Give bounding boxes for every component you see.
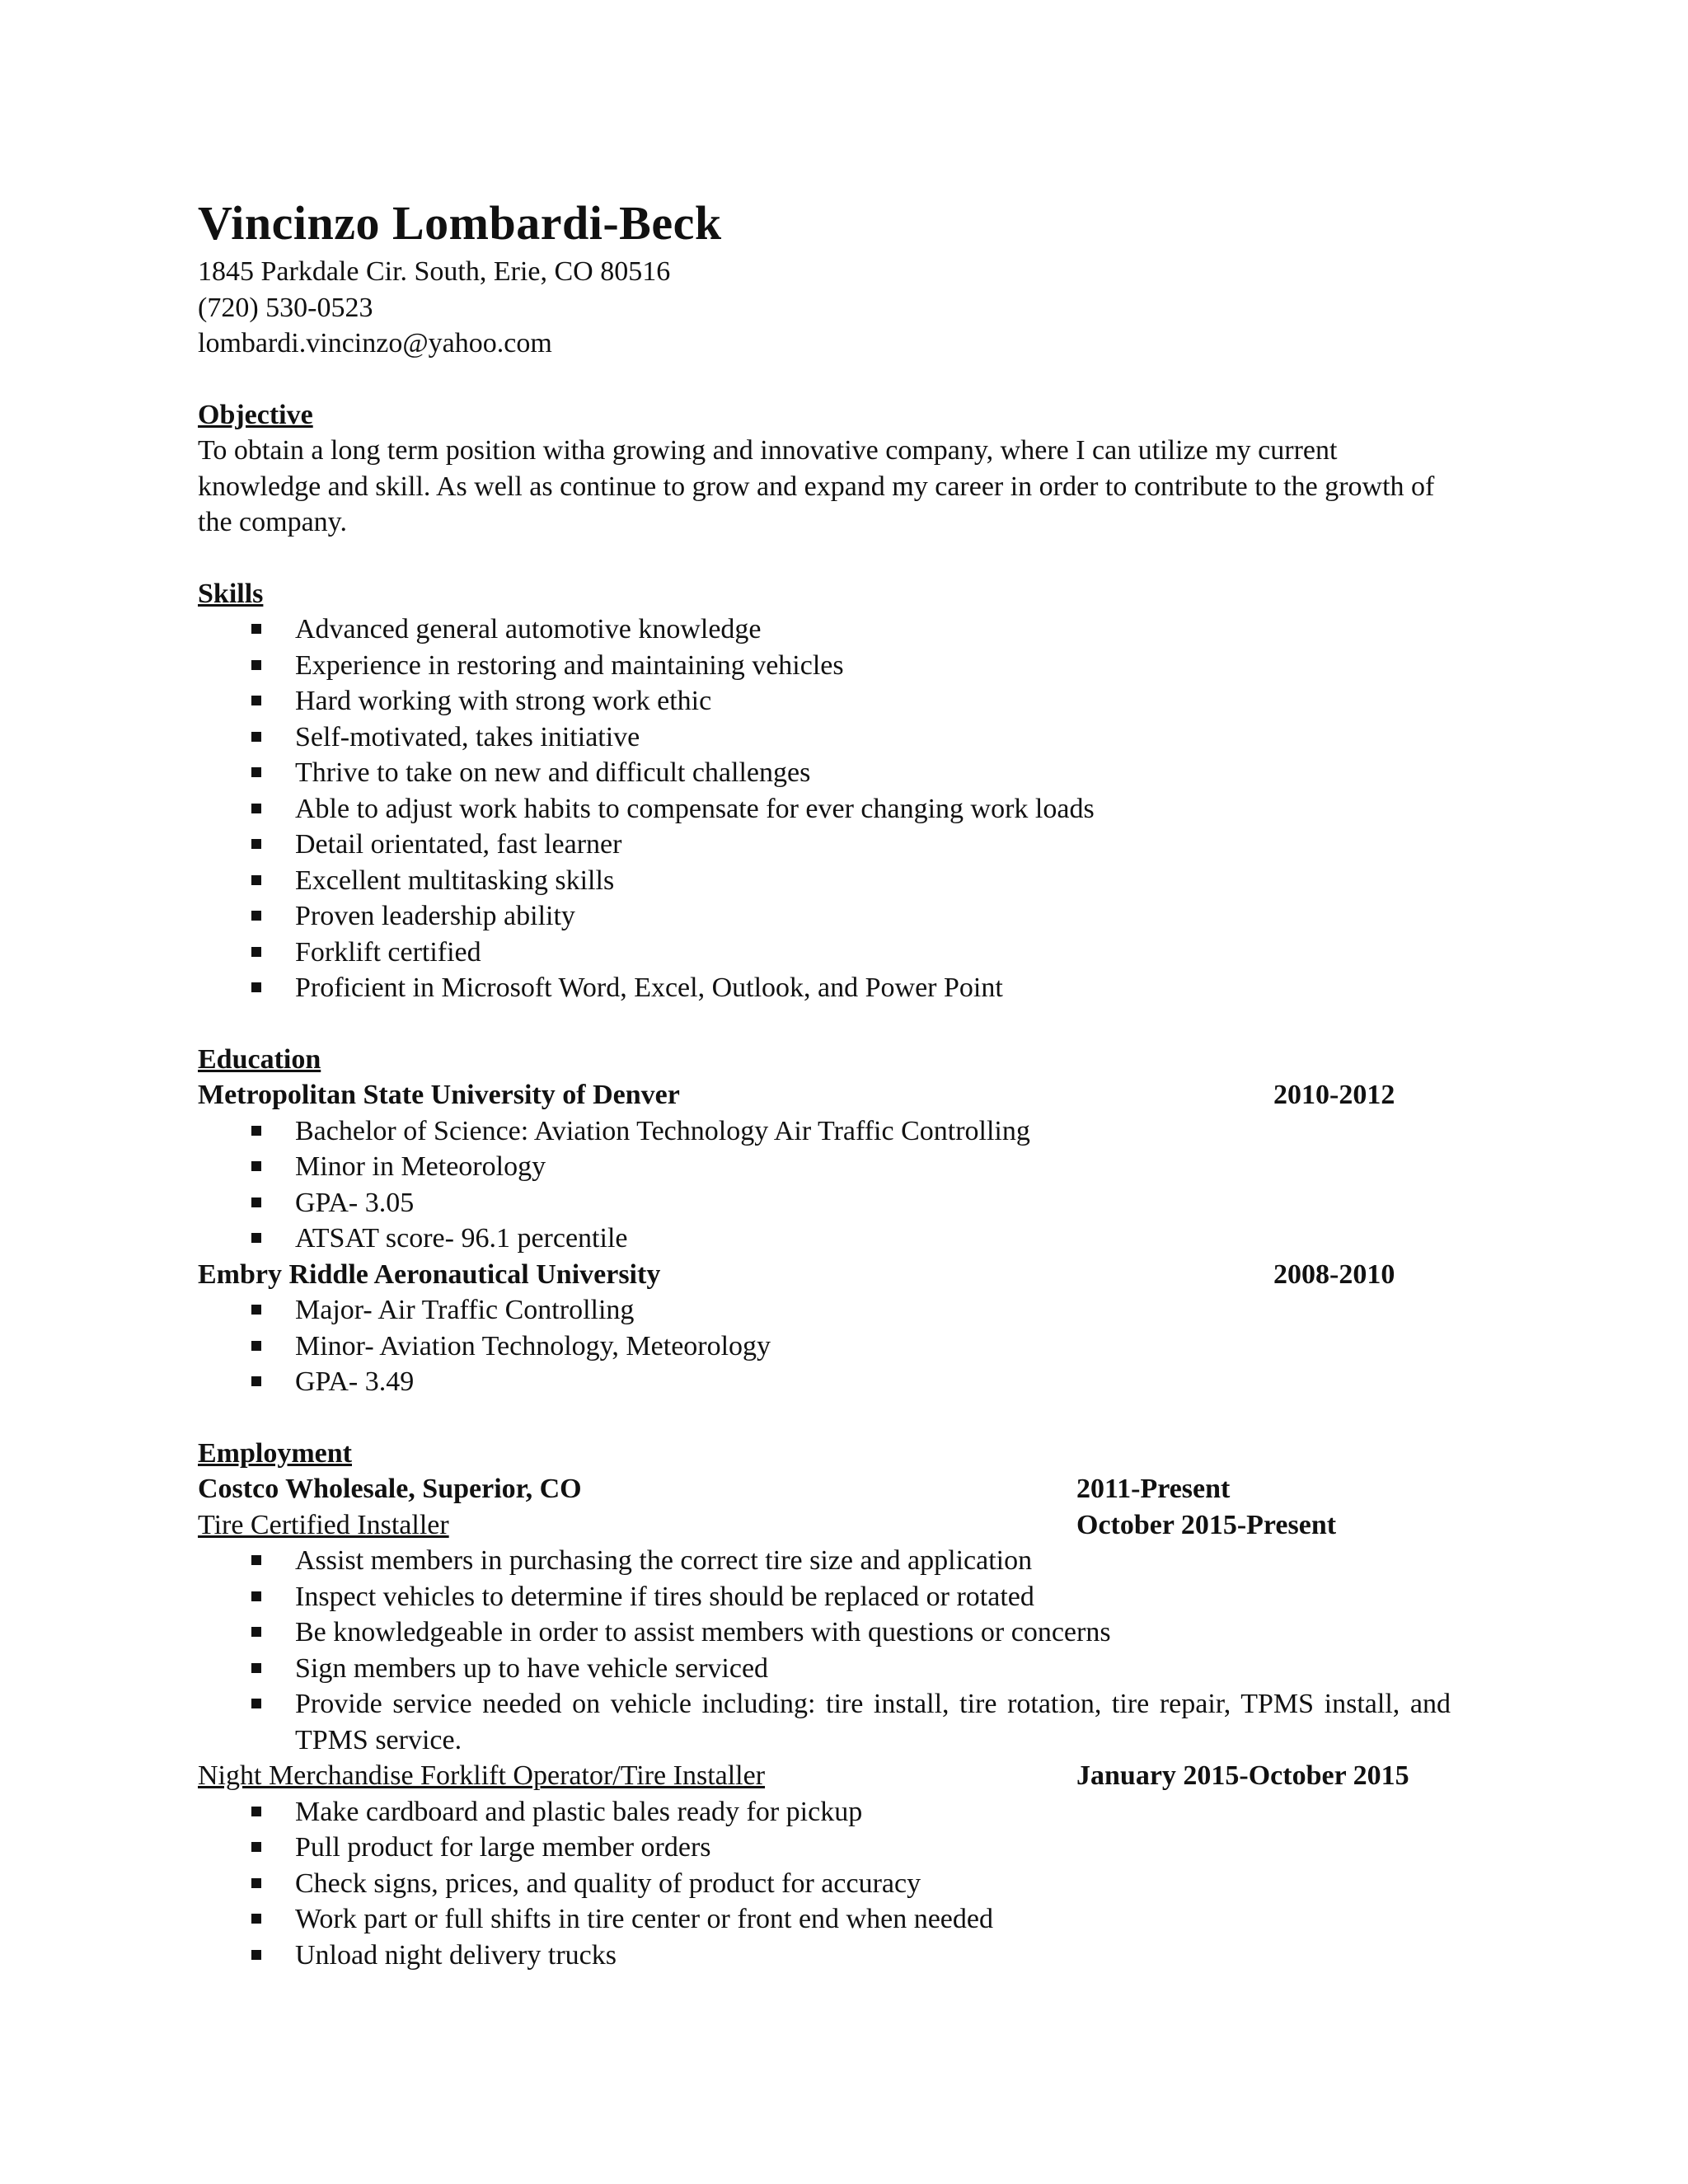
resume-document (198, 194, 1451, 1973)
role-header (198, 1758, 1451, 1794)
phone: (720) 530-0523 (198, 292, 373, 323)
employer-name: Costco Wholesale, Superior, CO (198, 1474, 582, 1504)
list-item: Pull product for large member orders (198, 1830, 1451, 1866)
objective-text: To obtain a long term position witha growing and innovative company, where I can utilize my current knowledge and skill. As well as continue to grow and expand my career in order to contribute to the growth of the company. (198, 435, 1435, 537)
list-item: Work part or full shifts in tire center or front end when needed (198, 1901, 1451, 1938)
list-item: Check signs, prices, and quality of product for accuracy (198, 1866, 1451, 1902)
list-item: Minor in Meteorology (198, 1149, 1451, 1185)
list-item: Sign members up to have vehicle serviced (198, 1651, 1451, 1687)
list-item: GPA- 3.49 (198, 1364, 1451, 1400)
list-item: Thrive to take on new and difficult challenges (198, 755, 1451, 791)
list-item: Hard working with strong work ethic (198, 683, 1451, 719)
list-item: Bachelor of Science: Aviation Technology Air Traffic Controlling (198, 1113, 1451, 1150)
school-name: Metropolitan State University of Denver (198, 1080, 680, 1110)
school-header (198, 1077, 1451, 1113)
list-item: Assist members in purchasing the correct tire size and application (198, 1543, 1451, 1579)
school-details-list (198, 1292, 1451, 1400)
list-item: Advanced general automotive knowledge (198, 612, 1451, 648)
employer-years: 2011-Present (1076, 1474, 1231, 1504)
list-item: Be knowledgeable in order to assist members with questions or concerns (198, 1615, 1451, 1651)
list-item: GPA- 3.05 (198, 1185, 1451, 1221)
address: 1845 Parkdale Cir. South, Erie, CO 80516 (198, 256, 671, 287)
skills-heading: Skills (198, 578, 264, 609)
list-item: Major- Air Traffic Controlling (198, 1292, 1451, 1329)
skills-list (198, 612, 1451, 1006)
list-item: Provide service needed on vehicle including: tire install, tire rotation, tire repair, TPMS install, and TPMS service. (198, 1686, 1451, 1758)
school-years: 2010-2012 (1273, 1080, 1395, 1110)
education-heading: Education (198, 1043, 321, 1075)
list-item: Unload night delivery trucks (198, 1938, 1451, 1974)
list-item: Self-motivated, takes initiative (198, 719, 1451, 756)
school-header (198, 1257, 1451, 1293)
employer-header (198, 1471, 1451, 1507)
school-years: 2008-2010 (1273, 1258, 1395, 1290)
email: lombardi.vincinzo@yahoo.com (198, 328, 552, 359)
role-title: Tire Certified Installer (198, 1509, 449, 1540)
list-item: Proficient in Microsoft Word, Excel, Outlook, and Power Point (198, 970, 1451, 1006)
list-item: Excellent multitasking skills (198, 863, 1451, 899)
role-header (198, 1507, 1451, 1544)
list-item: ATSAT score- 96.1 percentile (198, 1221, 1451, 1257)
role-duties-list (198, 1543, 1451, 1758)
employment-heading: Employment (198, 1437, 352, 1469)
school-details-list (198, 1113, 1451, 1257)
list-item: Experience in restoring and maintaining vehicles (198, 648, 1451, 684)
list-item: Make cardboard and plastic bales ready for pickup (198, 1794, 1451, 1830)
list-item: Minor- Aviation Technology, Meteorology (198, 1329, 1451, 1365)
school-name: Embry Riddle Aeronautical University (198, 1258, 661, 1290)
role-title: Night Merchandise Forklift Operator/Tire Installer (198, 1760, 766, 1791)
list-item: Inspect vehicles to determine if tires should be replaced or rotated (198, 1579, 1451, 1615)
role-dates: January 2015-October 2015 (1076, 1760, 1409, 1791)
objective-heading: Objective (198, 399, 313, 430)
resume-name: Vincinzo Lombardi-Beck (198, 196, 722, 250)
role-dates: October 2015-Present (1076, 1509, 1337, 1540)
list-item: Able to adjust work habits to compensate for ever changing work loads (198, 791, 1451, 827)
list-item: Detail orientated, fast learner (198, 827, 1451, 863)
list-item: Forklift certified (198, 935, 1451, 971)
list-item: Proven leadership ability (198, 898, 1451, 935)
role-duties-list (198, 1794, 1451, 1974)
